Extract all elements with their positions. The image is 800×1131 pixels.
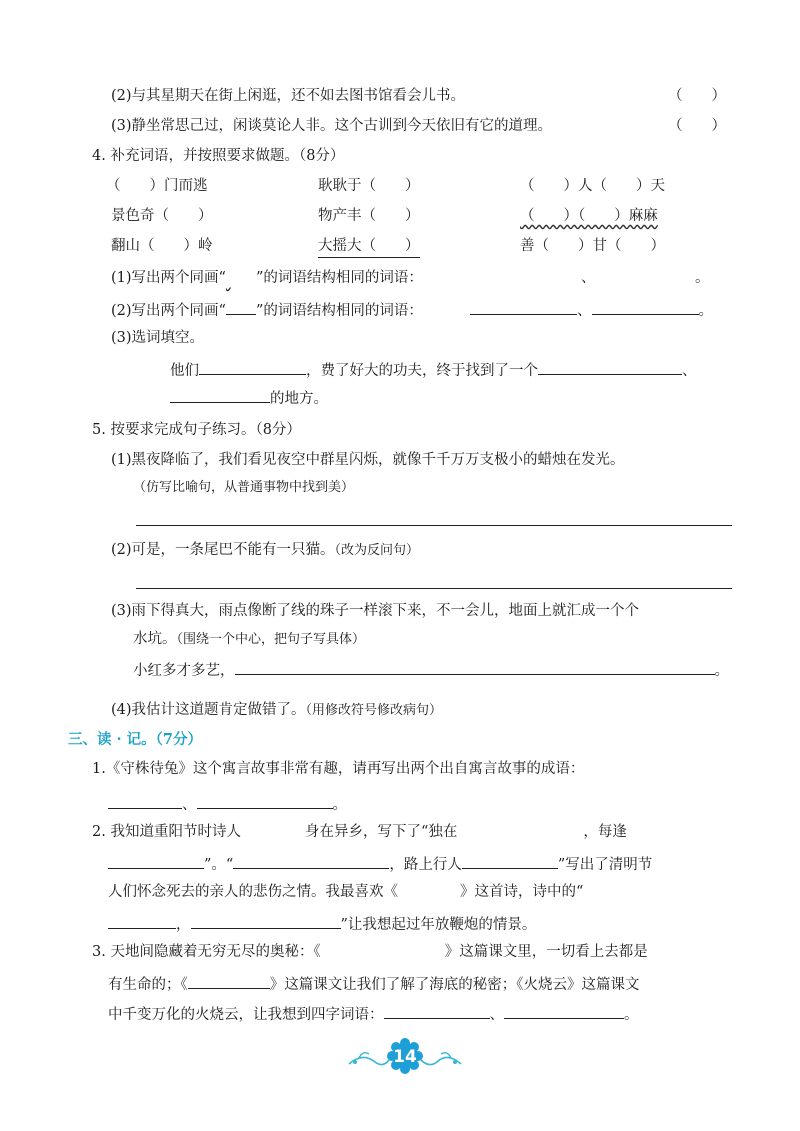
page-number: 14 [393,1047,417,1067]
q5-item1-hint: （仿写比喻句，从普通事物中找到美） [133,480,355,495]
item-3 [111,116,552,136]
r3-text-3a: 中千变万化的火烧云，让我想到四字词语： [108,1007,384,1023]
q4-sub3-text-b: ，费了好大的功夫，终于找到了一个 [306,363,538,379]
q4-word-r3c3[interactable]: 善（ ）甘（ ） [520,238,665,254]
r1-text: 1.《守株待兔》这个寓言故事非常有趣，请再写出两个出自寓言故事的成语： [92,761,585,777]
q4-word-r2c2[interactable]: 物产丰（ ） [318,208,420,224]
q4-sub1-post: ”的词语结构相同的词语： [255,270,423,286]
q5-item2-answer-line[interactable] [136,588,732,589]
section-3-title: 三、读 · 记。（7分） [68,731,202,748]
q4-word-r3c1[interactable]: 翻山（ ）岭 [111,238,213,254]
r2-blank-line2[interactable] [108,852,204,869]
r2-blank-line5[interactable] [108,912,176,929]
r1-end: 。 [332,797,347,813]
r2-line4 [108,912,536,935]
r2-line2 [108,852,652,875]
q5-item2-hint: （改为反问句） [334,543,420,558]
item-2-answer-paren[interactable]: （ ） [668,88,726,104]
q5-item3-line2 [133,629,365,650]
q4-sub2-post: ”的词语结构相同的词语： [255,303,423,319]
r2-text-1c: ，每逢 [583,824,627,840]
q5-item1-answer-line[interactable] [136,525,732,526]
q5-item2 [111,540,419,561]
q5-item3-text: (3)雨下得真大，雨点像断了线的珠子一样滚下来，不一会儿，地面上就汇成一个个 [111,603,640,619]
r3-text-1b: 》这篇课文里，一切看上去都是 [444,944,648,960]
q4-word-r1c1[interactable]: （ ）门而逃 [106,178,208,194]
r3-blank-title2[interactable] [188,972,270,989]
r1-blank-1[interactable] [108,792,182,809]
r2-text-3b: 》这首诗，诗中的“ [460,884,584,900]
q5-item4-hint: （用修改符号修改病句） [305,703,443,718]
r3-text-2a: 有生命的；《 [108,977,188,993]
r2-text-1b: 身在异乡，写下了“独在 [304,824,458,840]
q4-sub2 [111,298,423,321]
item-3-answer-paren[interactable]: （ ） [668,118,726,134]
item-3-number: (3) [111,118,132,134]
q4-title: 4. 补充词语，并按照要求做题。（8分） [92,148,345,164]
r2-text-4b: ”让我想起过年放鞭炮的情景。 [340,917,537,933]
q4-sub2-end: 。 [698,303,713,319]
r3-line3 [108,1002,639,1025]
r2-text-2c: ”写出了清明节 [557,857,653,873]
r3-blank-word2[interactable] [504,1002,624,1019]
r3-line1 [92,942,648,962]
q5-item3-blank[interactable] [235,658,715,675]
q4-sub2-blank-1[interactable] [470,298,577,315]
q4-sub3-text-a: 他们 [170,363,199,379]
q4-word-r1c2[interactable]: 耿耿于（ ） [318,178,420,194]
q4-sub1-pre: (1)写出两个同画“ [111,270,226,286]
q4-sub1-wavy-sample [226,268,256,288]
q4-sub2-sep: 、 [577,303,592,319]
q4-sub3-line1 [170,358,697,381]
q5-item3-answer-row [133,658,729,681]
r3-sep: 、 [489,1007,504,1023]
item-2-text: 与其星期天在街上闲逛，还不如去图书馆看会儿书。 [131,88,466,104]
q4-sub3-line2 [170,386,328,409]
item-2 [111,86,465,106]
r2-text-2a: ”。“ [204,857,234,873]
q5-item4 [111,700,442,721]
r2-blank-line3[interactable] [233,852,389,869]
r2-line1 [92,822,627,842]
r2-text-4a: ， [176,917,191,933]
q5-item3-hint: （围绕一个中心，把句子写具体） [176,632,366,647]
r2-line3 [108,882,583,902]
item-2-number: (2) [111,88,132,104]
q4-sub3-text-c: 、 [682,363,697,379]
q4-sub3-blank-2[interactable] [538,358,682,375]
q5-item2-text: (2)可是，一条尾巴不能有一只猫。 [111,542,335,558]
q4-sub1 [111,268,423,288]
q4-sub2-answer-row [470,298,713,321]
item-3-text: 静坐常思己过，闲谈莫论人非。这个古训到今天依旧有它的道理。 [131,118,553,134]
r3-line2 [108,972,640,995]
r3-text-2b: 》这篇课文让我们了解了海底的秘密；《火烧云》这篇课文 [269,977,640,993]
r3-end: 。 [624,1007,639,1023]
q4-sub2-pre: (2)写出两个同画“ [111,303,226,319]
q4-sub1-sep: 、 [581,270,596,286]
page-number-badge [345,1038,465,1074]
q5-item3-text2: 水坑。 [133,631,177,647]
vine-decoration-icon [345,1038,465,1074]
q5-item4-text: (4)我估计这道题肯定做错了。 [111,702,306,718]
q5-item1-text: (1)黑夜降临了，我们看见夜空中群星闪烁，就像千千万万支极小的蜡烛在发光。 [111,452,625,468]
q5-item3-end: 。 [714,663,729,679]
q4-sub2-blank-2[interactable] [592,298,699,315]
q4-word-r2c3[interactable]: （ ）（ ）麻麻 [520,208,658,224]
r2-text-2b: ，路上行人 [389,857,462,873]
q4-sub3-blank-1[interactable] [199,358,306,375]
q4-sub3-blank-3[interactable] [170,386,270,403]
q5-title: 5. 按要求完成句子练习。（8分） [92,422,301,438]
r3-blank-word1[interactable] [384,1002,490,1019]
q4-sub2-line-sample [226,298,256,315]
q4-word-r3c2[interactable]: 大摇大（ ） [318,236,420,258]
r1-blank-2[interactable] [197,792,333,809]
r3-text-1a: 3. 天地间隐藏着无穷无尽的奥秘：《 [92,944,321,960]
r2-blank-line4[interactable] [462,852,558,869]
r1-answer-row [108,792,347,815]
q5-item3-lead: 小红多才多艺， [133,663,235,679]
r2-text-1a: 2. 我知道重阳节时诗人 [92,824,241,840]
r1-sep: 、 [182,797,197,813]
q4-word-r2c1[interactable]: 景色奇（ ） [111,208,213,224]
q4-sub3-text-d: 的地方。 [270,391,328,407]
q4-word-r1c3[interactable]: （ ）人（ ）天 [520,178,665,194]
q4-sub1-end: 。 [695,270,710,286]
q4-sub3-label: (3)选词填空。 [111,330,205,346]
r2-blank-line6[interactable] [191,912,341,929]
r2-text-3a: 人们怀念死去的亲人的悲伤之情。我最喜欢《 [108,884,398,900]
